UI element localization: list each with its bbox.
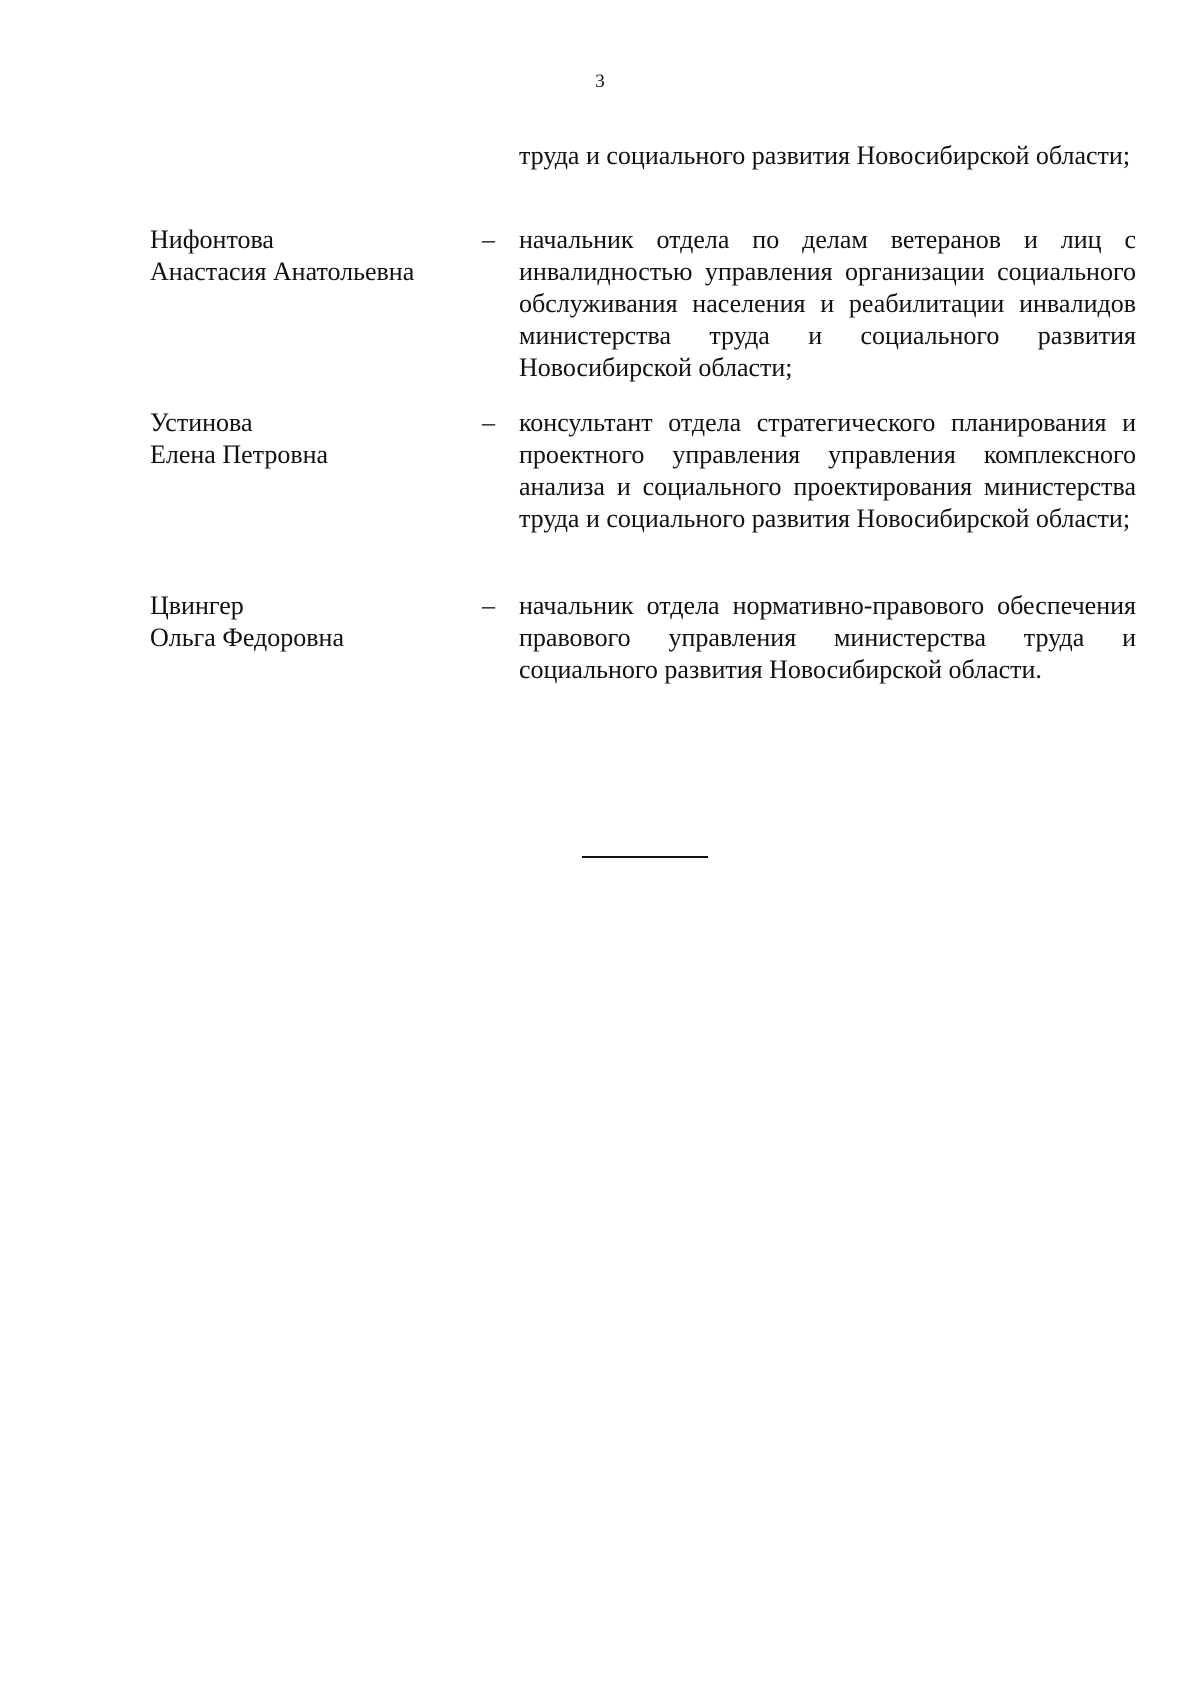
continuation-text: труда и социального развития Новосибирской области; (519, 141, 1131, 170)
member-surname: Устинова (150, 408, 253, 437)
member-dash: – (482, 408, 495, 437)
member-position: консультант отдела стратегического планирования и проектного управления управления комплексного анализа и социального проектирования министерства труда и социального развития Новосибирской области; (519, 408, 1136, 533)
member-name (150, 407, 470, 471)
member-position: начальник отдела нормативно-правового обеспечения правового управления министерства труда и социального развития Новосибирской области. (519, 591, 1136, 684)
member-dash: – (482, 591, 495, 620)
member-surname: Нифонтова (150, 225, 274, 254)
member-dash: – (482, 225, 495, 254)
member-name (150, 590, 470, 654)
member-given-names: Елена Петровна (150, 440, 329, 469)
member-given-names: Анастасия Анатольевна (150, 257, 415, 286)
member-surname: Цвингер (150, 591, 244, 620)
member-given-names: Ольга Федоровна (150, 623, 345, 652)
end-rule-divider (582, 856, 708, 858)
member-position: начальник отдела по делам ветеранов и лиц с инвалидностью управления организации социального обслуживания населения и реабилитации инвалидов министерства труда и социального развития Новосибирской области; (519, 225, 1136, 382)
member-name (150, 224, 470, 288)
page-number: 3 (595, 71, 605, 92)
